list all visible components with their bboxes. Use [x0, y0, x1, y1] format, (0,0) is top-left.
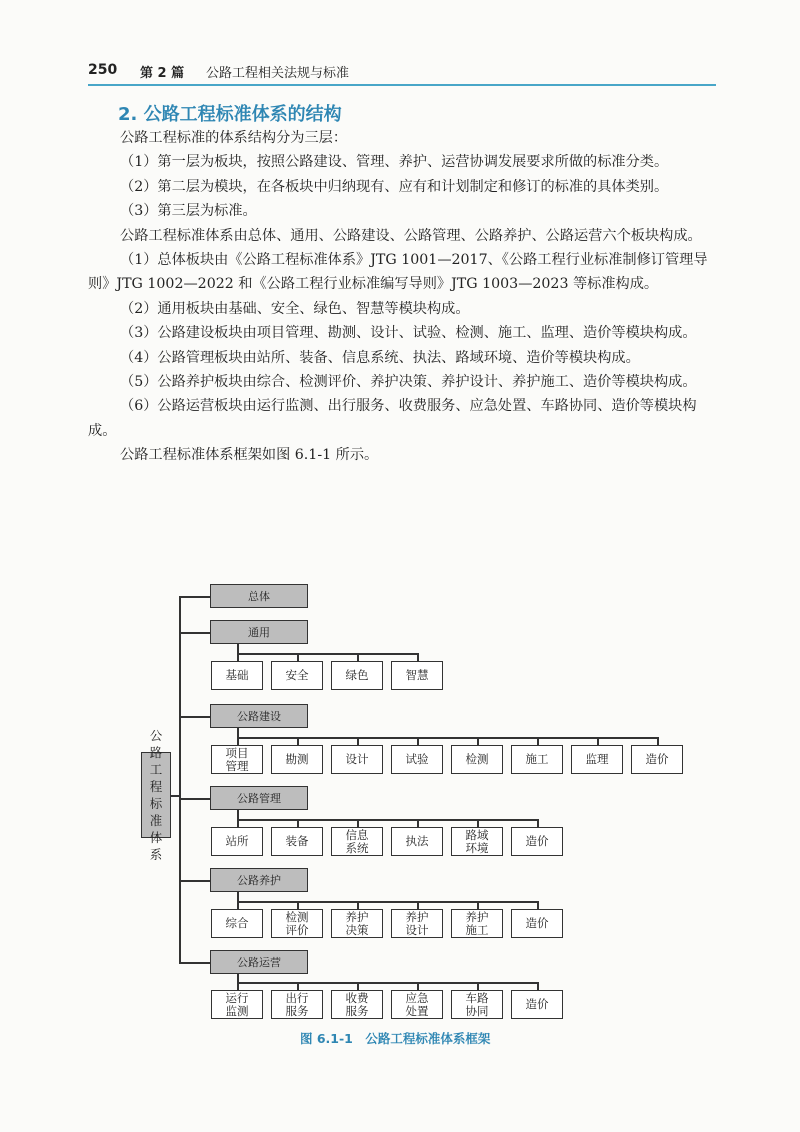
- paragraph: （4）公路管理板块由站所、装备、信息系统、执法、路域环境、造价等模块构成。: [120, 349, 640, 366]
- block-box: 总体: [210, 584, 308, 608]
- paragraph: （2）通用板块由基础、安全、绿色、智慧等模块构成。: [120, 300, 470, 317]
- module-box: 勘测: [271, 745, 323, 774]
- part-title: 公路工程相关法规与标准: [206, 66, 350, 81]
- module-connector: [597, 737, 599, 745]
- module-drop: [237, 974, 239, 982]
- block-connector: [179, 596, 210, 598]
- module-connector: [477, 901, 479, 909]
- page-number: 250: [88, 62, 118, 78]
- paragraph: 公路工程标准体系由总体、通用、公路建设、公路管理、公路养护、公路运营六个板块构成。: [120, 227, 702, 244]
- module-box: 站所: [211, 827, 263, 856]
- module-connector: [537, 819, 539, 827]
- module-connector: [237, 982, 239, 990]
- module-box: [271, 909, 323, 938]
- module-drop: [237, 644, 239, 653]
- module-connector: [357, 737, 359, 745]
- paragraph: 公路工程标准的体系结构分为三层：: [120, 130, 348, 146]
- module-label: 车路 协同: [465, 990, 489, 1018]
- module-box: 试验: [391, 745, 443, 774]
- figure-caption: 图 6.1-1 公路工程标准体系框架: [300, 1031, 491, 1046]
- module-label: 养护 决策: [345, 909, 369, 937]
- module-connector: [357, 982, 359, 990]
- paragraph: （5）公路养护板块由综合、检测评价、养护决策、养护设计、养护施工、造价等模块构成。: [120, 374, 697, 391]
- module-label: 路域 环境: [465, 827, 489, 855]
- module-box: 安全: [271, 661, 323, 690]
- module-connector: [237, 737, 239, 745]
- paragraph: （1）第一层为板块，按照公路建设、管理、养护、运营协调发展要求所做的标准分类。: [120, 154, 669, 171]
- module-box: 智慧: [391, 661, 443, 690]
- module-label: 养护 设计: [405, 909, 429, 937]
- module-box: [451, 909, 503, 938]
- module-label: 应急 处置: [405, 990, 429, 1018]
- module-box: 造价: [511, 827, 563, 856]
- module-connector: [297, 819, 299, 827]
- module-box: [331, 909, 383, 938]
- module-box: [331, 990, 383, 1019]
- module-label: 运行 监测: [225, 990, 249, 1018]
- module-box: [451, 990, 503, 1019]
- root-box: 公路 工程 标准 体系: [141, 752, 171, 838]
- module-box: 执法: [391, 827, 443, 856]
- block-box: 公路养护: [210, 868, 308, 892]
- module-connector: [357, 819, 359, 827]
- module-label: 检测 评价: [285, 909, 309, 937]
- module-box: [271, 990, 323, 1019]
- module-connector: [477, 737, 479, 745]
- module-box: 设计: [331, 745, 383, 774]
- module-box: 造价: [511, 909, 563, 938]
- module-connector: [237, 819, 239, 827]
- module-label: 养护 施工: [465, 909, 489, 937]
- section-title: 2. 公路工程标准体系的结构: [118, 104, 342, 125]
- module-connector: [537, 982, 539, 990]
- module-connector: [417, 819, 419, 827]
- module-bus: [237, 737, 659, 739]
- module-box: 综合: [211, 909, 263, 938]
- block-connector: [179, 632, 210, 634]
- paragraph: （3）第三层为标准。: [120, 203, 257, 220]
- module-box: [391, 909, 443, 938]
- module-connector: [237, 901, 239, 909]
- module-connector: [417, 737, 419, 745]
- module-connector: [417, 653, 419, 661]
- module-drop: [237, 892, 239, 901]
- module-connector: [537, 737, 539, 745]
- block-connector: [179, 962, 210, 964]
- module-box: [211, 990, 263, 1019]
- module-box: 监理: [571, 745, 623, 774]
- module-drop: [237, 728, 239, 737]
- module-connector: [357, 653, 359, 661]
- block-connector: [179, 716, 210, 718]
- module-box: [451, 827, 503, 856]
- module-connector: [537, 901, 539, 909]
- module-label: 出行 服务: [285, 990, 309, 1018]
- paragraph: （2）第二层为模块，在各板块中归纳现有、应有和计划制定和修订的标准的具体类别。: [120, 178, 669, 195]
- module-connector: [297, 901, 299, 909]
- module-box: 检测: [451, 745, 503, 774]
- module-connector: [297, 737, 299, 745]
- paragraph: （1）总体板块由《公路工程标准体系》JTG 1001—2017、《公路工程行业标准制修订管理导则》JTG 1002—2022 和《公路工程行业标准编写导则》JTG 1003—2023 等标准构成。: [88, 252, 708, 293]
- block-box: 公路建设: [210, 704, 308, 728]
- paragraph: （3）公路建设板块由项目管理、勘测、设计、试验、检测、施工、监理、造价等模块构成。: [120, 325, 697, 342]
- module-box: 绿色: [331, 661, 383, 690]
- module-box: [331, 827, 383, 856]
- module-bus: [237, 982, 539, 984]
- module-drop: [237, 810, 239, 819]
- module-connector: [297, 982, 299, 990]
- module-connector: [657, 737, 659, 745]
- module-box: 装备: [271, 827, 323, 856]
- block-box: 通用: [210, 620, 308, 644]
- module-connector: [477, 982, 479, 990]
- module-connector: [297, 653, 299, 661]
- module-bus: [237, 819, 539, 821]
- spine-line: [179, 596, 181, 962]
- module-label: 信息 系统: [345, 827, 369, 855]
- module-label: 收费 服务: [345, 990, 369, 1018]
- paragraph: （6）公路运营板块由运行监测、出行服务、收费服务、应急处置、车路协同、造价等模块构成。: [88, 398, 697, 439]
- paragraph: 公路工程标准体系框架如图 6.1-1 所示。: [120, 447, 379, 464]
- block-box: 公路运营: [210, 950, 308, 974]
- module-connector: [417, 901, 419, 909]
- module-connector: [477, 819, 479, 827]
- part-label: 第 2 篇: [140, 66, 185, 81]
- module-box: 施工: [511, 745, 563, 774]
- module-box: [211, 745, 263, 774]
- module-label: 项目 管理: [225, 745, 249, 773]
- module-connector: [417, 982, 419, 990]
- block-box: 公路管理: [210, 786, 308, 810]
- block-connector: [179, 798, 210, 800]
- module-box: 造价: [511, 990, 563, 1019]
- module-connector: [237, 653, 239, 661]
- module-box: 基础: [211, 661, 263, 690]
- root-connector: [171, 795, 179, 797]
- module-box: [391, 990, 443, 1019]
- module-bus: [237, 653, 419, 655]
- module-box: 造价: [631, 745, 683, 774]
- module-connector: [357, 901, 359, 909]
- block-connector: [179, 880, 210, 882]
- module-bus: [237, 901, 539, 903]
